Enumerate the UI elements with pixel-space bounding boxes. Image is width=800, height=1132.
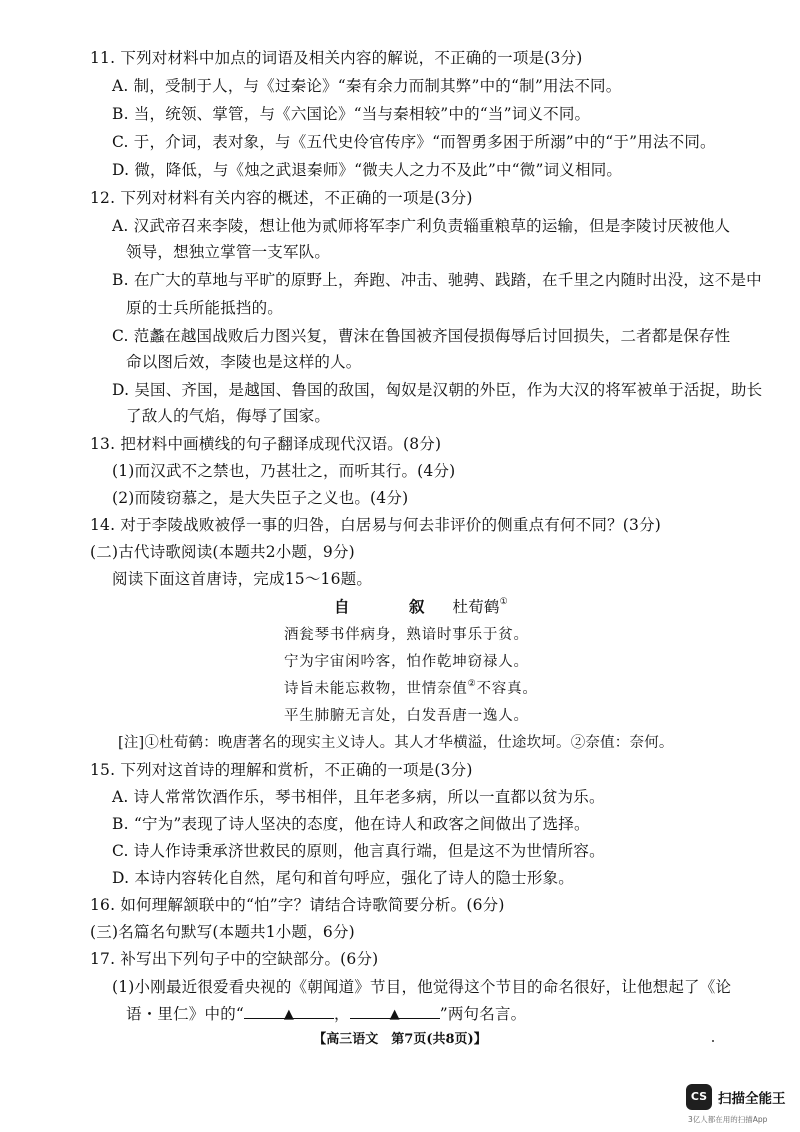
poem-title-line bbox=[334, 597, 508, 617]
poem-line-1: 酒瓮琴书伴病身，熟谙时事乐于贫。 bbox=[284, 627, 529, 643]
scan-speck bbox=[712, 1040, 714, 1042]
q12-option-b-line2: 原的士兵所能抵挡的。 bbox=[126, 299, 284, 317]
q15-option-d: D. 本诗内容转化自然，尾句和首句呼应，强化了诗人的隐士形象。 bbox=[112, 869, 574, 887]
q12-option-a-line2: 领导，想独立掌管一支军队。 bbox=[126, 243, 331, 261]
poem-author-note-mark: ① bbox=[499, 597, 508, 607]
answer-blank-2[interactable] bbox=[350, 1002, 440, 1022]
q15-option-c: C. 诗人作诗秉承济世救民的原则，他言真行端，但是这不为世情所容。 bbox=[112, 842, 605, 860]
q11-stem: 11. 下列对材料中加点的词语及相关内容的解说，不正确的一项是(3分) bbox=[90, 49, 583, 67]
q13-stem: 13. 把材料中画横线的句子翻译成现代汉语。(8分) bbox=[90, 435, 442, 453]
q12-option-b-line1: B. 在广大的草地与平旷的原野上，奔跑、冲击、驰骋、践踏，在千里之内随时出没，这不是中 bbox=[112, 271, 762, 289]
section2-intro: 阅读下面这首唐诗，完成15～16题。 bbox=[112, 570, 373, 588]
blank-marker-2: ▲ bbox=[389, 1007, 400, 1022]
q13-sentence-1: (1)而汉武不之禁也，乃甚壮之，而听其行。(4分) bbox=[112, 462, 456, 480]
q17-stem: 17. 补写出下列句子中的空缺部分。(6分) bbox=[90, 950, 379, 968]
poem-title: 自 叙 bbox=[334, 597, 447, 616]
blank-marker-1: ▲ bbox=[283, 1007, 295, 1022]
q17-line2-prefix: 语・里仁》中的“ bbox=[126, 1005, 245, 1023]
poem-line-3-part2: 不容真。 bbox=[476, 681, 538, 697]
poem-line-4: 平生肺腑无言处，白发吾唐一逸人。 bbox=[284, 708, 529, 724]
q17-sentence-1-line2 bbox=[126, 1004, 526, 1024]
q12-option-c-line1: C. 范蠡在越国战败后力图兴复，曹沫在鲁国被齐国侵损侮辱后讨回损失，二者都是保存性 bbox=[112, 327, 731, 345]
q11-option-a: A. 制，受制于人，与《过秦论》“秦有余力而制其弊”中的“制”用法不同。 bbox=[112, 77, 622, 95]
watermark-name: 扫描全能王 bbox=[718, 1091, 786, 1107]
q13-sentence-2: (2)而陵窃慕之，是大失臣子之义也。(4分) bbox=[112, 489, 409, 507]
q11-option-d: D. 微，降低，与《烛之武退秦师》“微夫人之力不及此”中“微”词义相同。 bbox=[112, 161, 623, 179]
q15-option-a: A. 诗人常常饮酒作乐，琴书相伴，且年老多病，所以一直都以贫为乐。 bbox=[112, 788, 605, 806]
q17-sentence-1-line1: (1)小刚最近很爱看央视的《朝闻道》节目，他觉得这个节目的命名很好，让他想起了《论 bbox=[112, 978, 732, 996]
poem-line-3 bbox=[284, 679, 538, 699]
section3-heading: (三)名篇名句默写(本题共1小题，6分) bbox=[90, 923, 355, 941]
q12-option-a-line1: A. 汉武帝召来李陵，想让他为贰师将军李广利负责辎重粮草的运输，但是李陵讨厌被他人 bbox=[112, 217, 731, 235]
poem-line-2: 宁为宇宙闲吟客，怕作乾坤窃禄人。 bbox=[284, 654, 529, 670]
q17-line2-mid: ， bbox=[334, 1005, 350, 1023]
q11-option-b: B. 当，统领、掌管，与《六国论》“当与秦相较”中的“当”词义不同。 bbox=[112, 105, 591, 123]
q11-option-c: C. 于，介词，表对象，与《五代史伶官传序》“而智勇多困于所溺”中的“于”用法不同。 bbox=[112, 133, 716, 151]
q12-option-d-line2: 了敌人的气焰，侮辱了国家。 bbox=[126, 407, 331, 425]
camscanner-logo-icon: CS bbox=[686, 1084, 712, 1110]
page-footer: 【高三语文 第7页(共8页)】 bbox=[313, 1032, 487, 1047]
q12-stem: 12. 下列对材料有关内容的概述，不正确的一项是(3分) bbox=[90, 189, 473, 207]
poem-author: 杜荀鹤 bbox=[452, 598, 500, 616]
q14-stem: 14. 对于李陵战败被俘一事的归咎，白居易与何去非评价的侧重点有何不同？(3分) bbox=[90, 516, 662, 534]
q15-stem: 15. 下列对这首诗的理解和赏析，不正确的一项是(3分) bbox=[90, 761, 473, 779]
watermark-tagline: 3亿人都在用的扫描App bbox=[688, 1115, 768, 1124]
q15-option-b: B. “宁为”表现了诗人坚决的态度，他在诗人和政客之间做出了选择。 bbox=[112, 815, 590, 833]
section2-heading: (二)古代诗歌阅读(本题共2小题，9分) bbox=[90, 543, 355, 561]
answer-blank-1[interactable] bbox=[244, 1002, 334, 1022]
poem-line-3-part1: 诗旨未能忘救物，世情奈值 bbox=[284, 681, 468, 697]
q12-option-d-line1: D. 吴国、齐国，是越国、鲁国的敌国，匈奴是汉朝的外臣，作为大汉的将军被单于活捉，助长 bbox=[112, 381, 763, 399]
poem-line-3-note-mark: ② bbox=[467, 679, 477, 689]
poem-note: [注]①杜荀鹤：晚唐著名的现实主义诗人。其人才华横溢，仕途坎坷。②奈值：奈何。 bbox=[118, 735, 674, 751]
q12-option-c-line2: 命以图后效，李陵也是这样的人。 bbox=[126, 353, 362, 371]
q17-line2-suffix: ”两句名言。 bbox=[439, 1005, 527, 1023]
q16-stem: 16. 如何理解颔联中的“怕”字？请结合诗歌简要分析。(6分) bbox=[90, 896, 505, 914]
